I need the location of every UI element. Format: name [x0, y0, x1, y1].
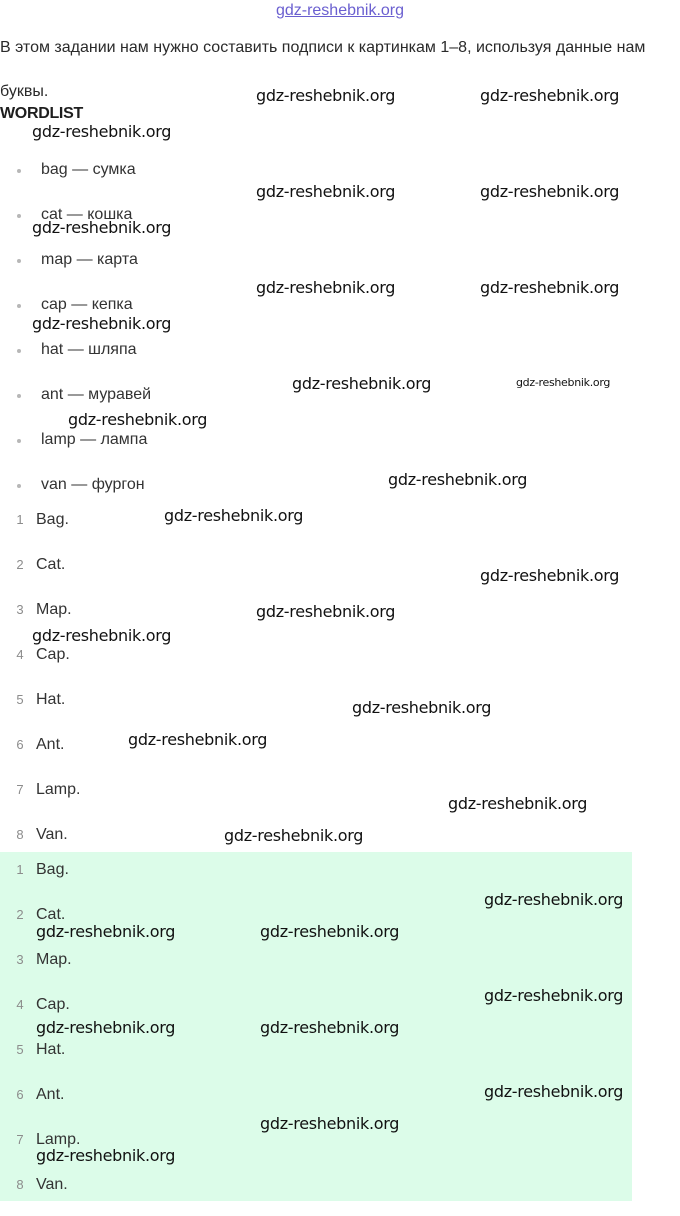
- watermark: gdz-reshebnik.org: [484, 986, 624, 1005]
- item-number: 1: [16, 862, 24, 877]
- item-number: 2: [16, 557, 24, 572]
- watermark: gdz-reshebnik.org: [256, 182, 396, 201]
- numbered-item: [0, 641, 640, 686]
- watermark: gdz-reshebnik.org: [256, 86, 396, 105]
- item-number: 4: [16, 647, 24, 662]
- item-number: 3: [16, 952, 24, 967]
- watermark: gdz-reshebnik.org: [32, 122, 172, 141]
- item-text: Van.: [36, 826, 68, 843]
- watermark: gdz-reshebnik.org: [164, 506, 304, 525]
- item-number: 6: [16, 1087, 24, 1102]
- wordlist: [0, 156, 640, 516]
- wordlist-item-text: hat — шляпа: [41, 341, 137, 358]
- watermark: gdz-reshebnik.org: [292, 374, 432, 393]
- bullet-icon: [17, 349, 21, 353]
- watermark: gdz-reshebnik.org: [256, 602, 396, 621]
- watermark: gdz-reshebnik.org: [260, 1114, 400, 1133]
- item-text: Cap.: [36, 996, 70, 1013]
- bullet-icon: [17, 394, 21, 398]
- watermark: gdz-reshebnik.org: [224, 826, 364, 845]
- item-text: Ant.: [36, 736, 65, 753]
- item-text: Map.: [36, 951, 72, 968]
- item-number: 8: [16, 827, 24, 842]
- wordlist-item-text: map — карта: [41, 251, 138, 268]
- item-number: 5: [16, 692, 24, 707]
- item-number: 7: [16, 1132, 24, 1147]
- watermark: gdz-reshebnik.org: [484, 890, 624, 909]
- item-number: 1: [16, 512, 24, 527]
- bullet-icon: [17, 169, 21, 173]
- watermark: gdz-reshebnik.org: [32, 218, 172, 237]
- item-text: Map.: [36, 601, 72, 618]
- watermark: gdz-reshebnik.org: [256, 278, 396, 297]
- item-number: 3: [16, 602, 24, 617]
- watermark: gdz-reshebnik.org: [36, 1146, 176, 1165]
- watermark: gdz-reshebnik.org: [448, 794, 588, 813]
- answer-item: [0, 1171, 640, 1216]
- answer-item: [0, 946, 640, 991]
- watermark: gdz-reshebnik.org: [260, 1018, 400, 1037]
- item-number: 2: [16, 907, 24, 922]
- item-text: Bag.: [36, 861, 69, 878]
- item-number: 4: [16, 997, 24, 1012]
- bullet-icon: [17, 484, 21, 488]
- bullet-icon: [17, 259, 21, 263]
- watermark: gdz-reshebnik.org: [484, 1082, 624, 1101]
- wordlist-item-text: cap — кепка: [41, 296, 133, 313]
- bullet-icon: [17, 304, 21, 308]
- watermark: gdz-reshebnik.org: [260, 922, 400, 941]
- watermark: gdz-reshebnik.org: [480, 182, 620, 201]
- item-number: 5: [16, 1042, 24, 1057]
- item-text: Hat.: [36, 1041, 66, 1058]
- watermark: gdz-reshebnik.org: [352, 698, 492, 717]
- item-number: 6: [16, 737, 24, 752]
- item-text: Cat.: [36, 906, 66, 923]
- wordlist-item-text: bag — сумка: [41, 161, 136, 178]
- watermark: gdz-reshebnik.org: [480, 278, 620, 297]
- watermark: gdz-reshebnik.org: [32, 314, 172, 333]
- intro-text: В этом задании нам нужно составить подписи к картинкам 1–8, используя данные нам буквы.: [0, 39, 646, 100]
- item-text: Cat.: [36, 556, 66, 573]
- watermark: gdz-reshebnik.org: [36, 1018, 176, 1037]
- watermark: gdz-reshebnik.org: [36, 922, 176, 941]
- item-number: 7: [16, 782, 24, 797]
- site-link[interactable]: gdz-reshebnik.org: [275, 2, 405, 19]
- watermark: gdz-reshebnik.org: [128, 730, 268, 749]
- watermark: gdz-reshebnik.org: [388, 470, 528, 489]
- item-text: Hat.: [36, 691, 66, 708]
- numbered-item: [0, 731, 640, 776]
- wordlist-item-text: cat — кошка: [41, 206, 133, 223]
- wordlist-item-text: ant — муравей: [41, 386, 152, 403]
- watermark: gdz-reshebnik.org: [68, 410, 208, 429]
- wordlist-item-text: lamp — лампа: [41, 431, 148, 448]
- wordlist-item: [0, 426, 640, 471]
- watermark: gdz-reshebnik.org: [480, 86, 620, 105]
- watermark: gdz-reshebnik.org: [516, 376, 611, 389]
- bullet-icon: [17, 439, 21, 443]
- watermark: gdz-reshebnik.org: [32, 626, 172, 645]
- item-number: 8: [16, 1177, 24, 1192]
- numbered-item: [0, 686, 640, 731]
- item-text: Ant.: [36, 1086, 65, 1103]
- wordlist-item-text: van — фургон: [41, 476, 145, 493]
- item-text: Lamp.: [36, 1131, 81, 1148]
- item-text: Van.: [36, 1176, 68, 1193]
- watermark: gdz-reshebnik.org: [480, 566, 620, 585]
- item-text: Lamp.: [36, 781, 81, 798]
- bullet-icon: [17, 214, 21, 218]
- answer-item: [0, 1036, 640, 1081]
- wordlist-title: WORDLIST: [0, 105, 83, 122]
- item-text: Cap.: [36, 646, 70, 663]
- item-text: Bag.: [36, 511, 69, 528]
- numbered-item: [0, 506, 640, 551]
